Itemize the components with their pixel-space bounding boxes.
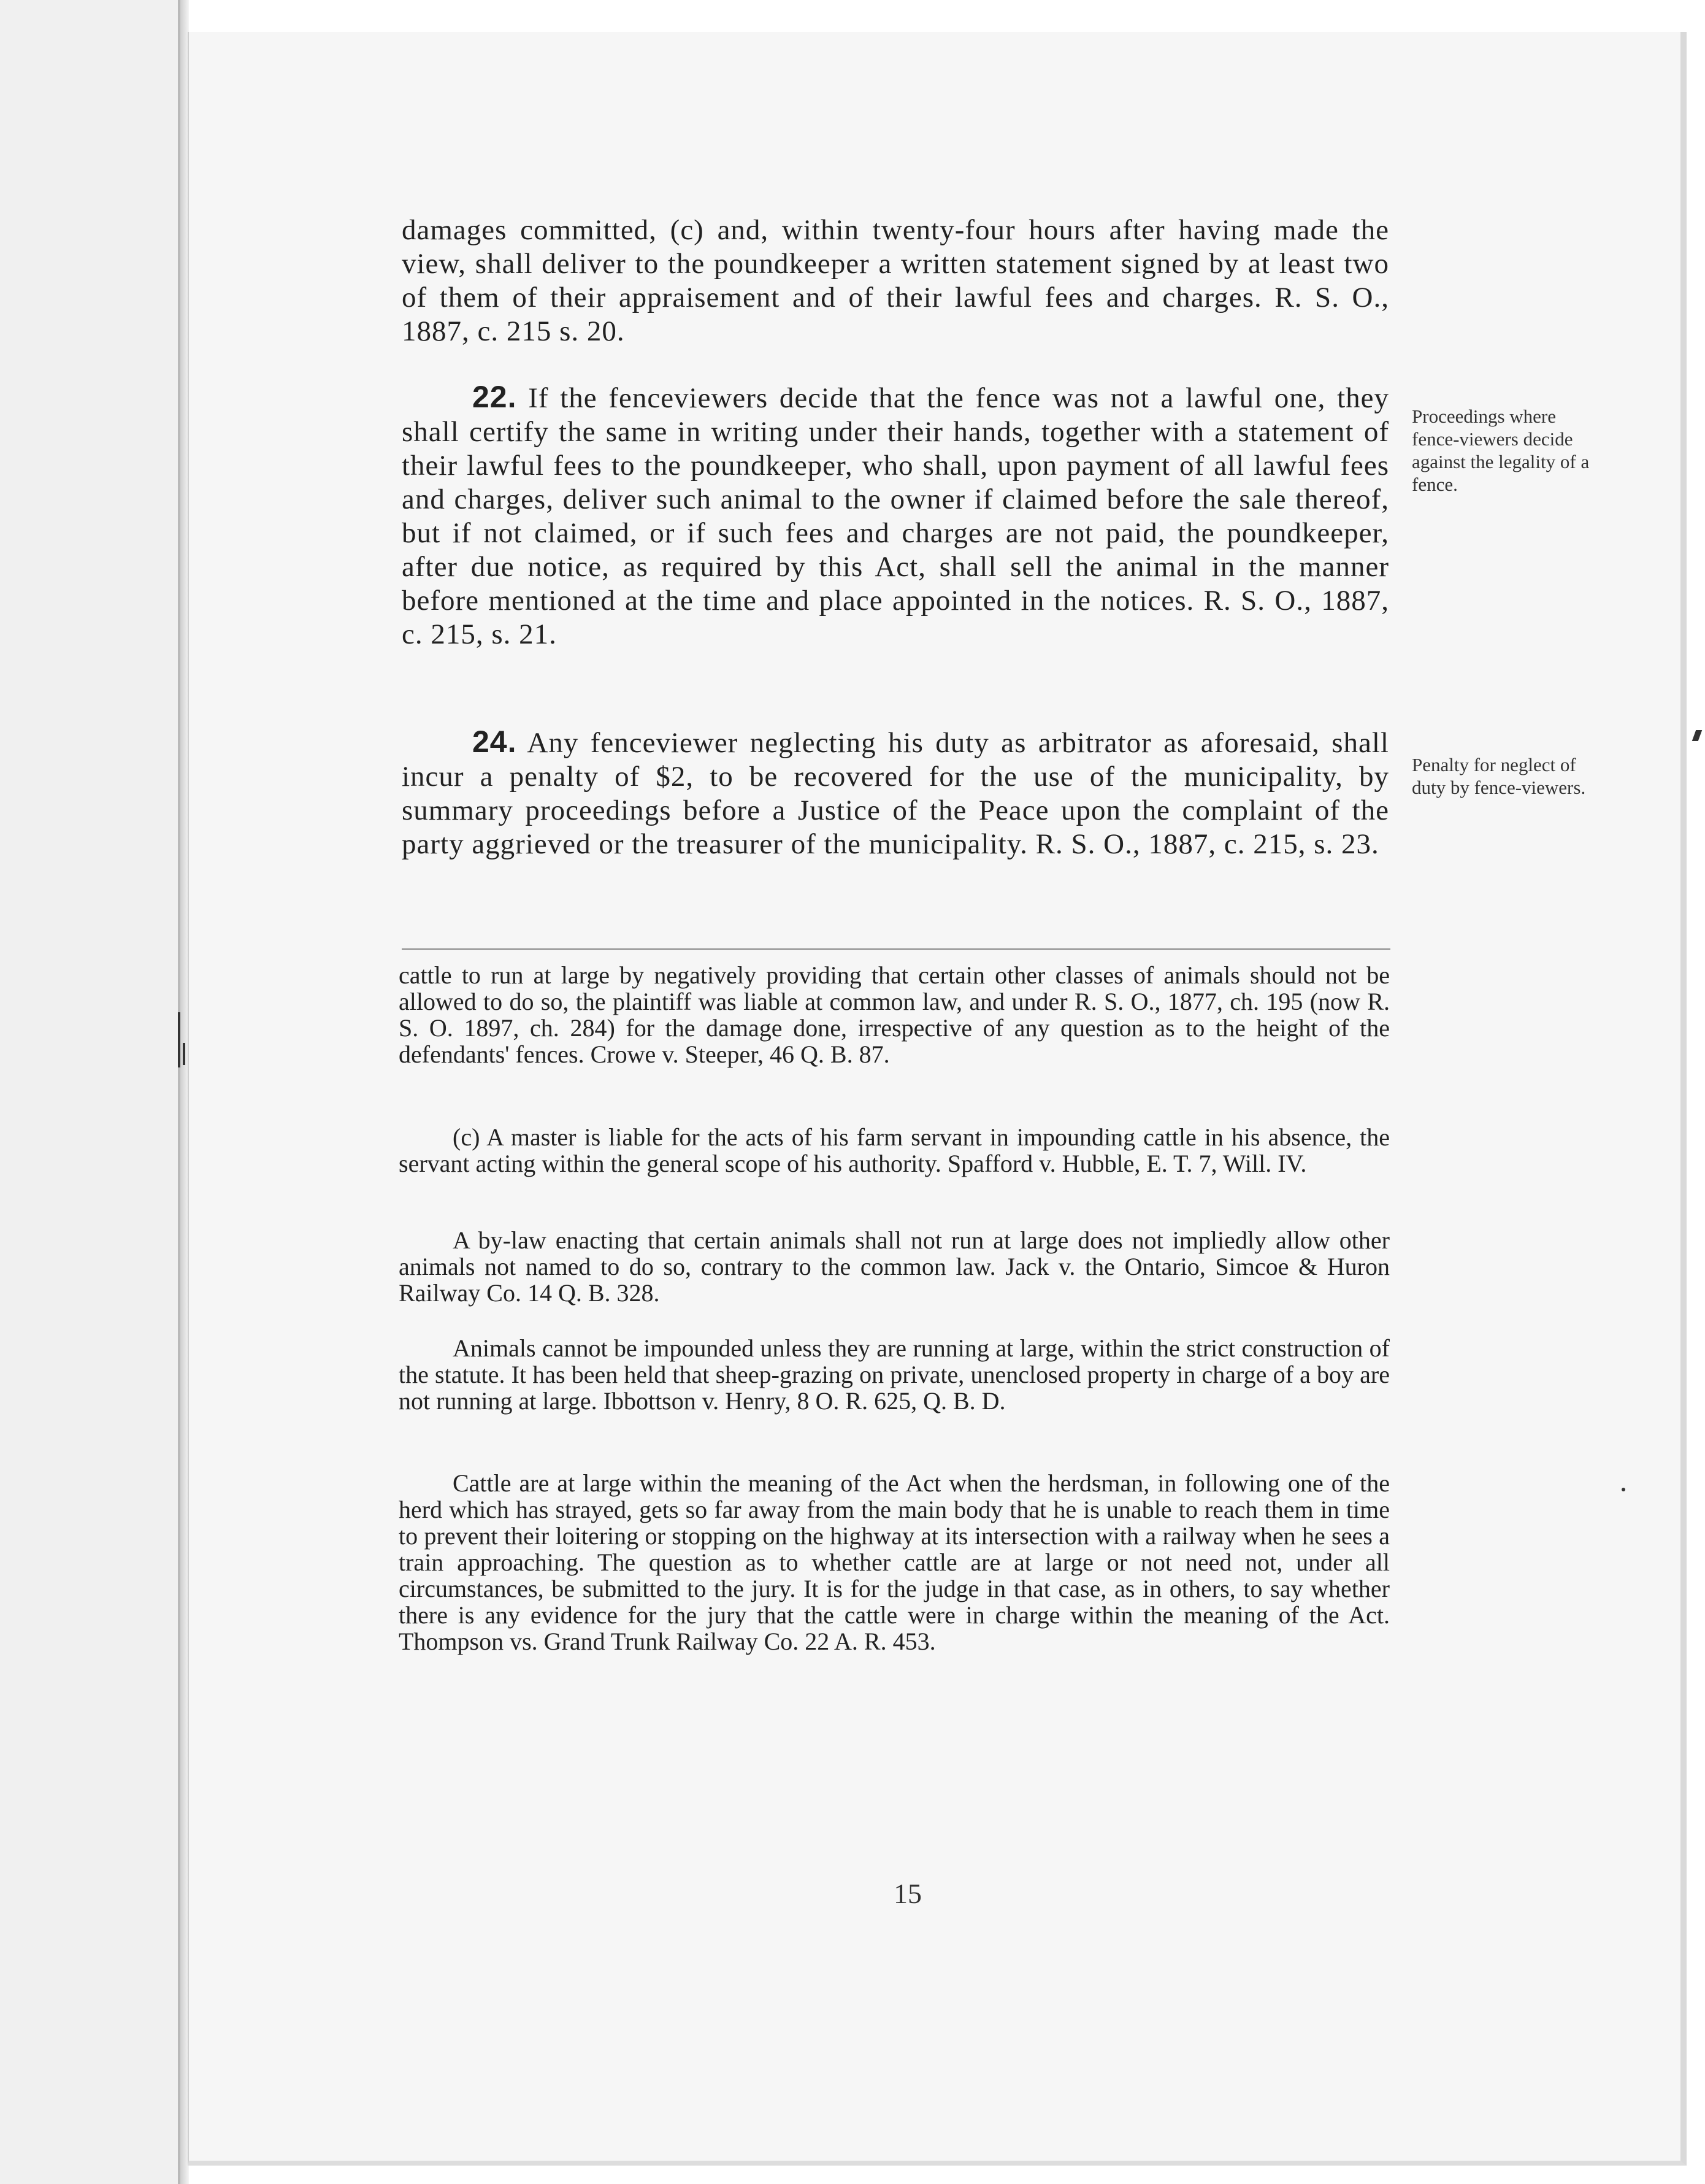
section-24 [402,725,1389,861]
footnote-bylaw [399,1227,1390,1306]
footnote-at-large-text: Cattle are at large within the meaning of the Act when the herdsman, in following one of the herd which has strayed, gets so far away from the main body that he is unable to reach them in time to prevent their loitering or stopping on the highway at its intersection with a railway when he sees a train approaching. The question as to whether cattle are at large or not need not, under all circumstances, be submitted to the jury. It is for the judge in that case, as in others, to say whether there is any evidence for the jury that the cattle were in charge within the meaning of the Act. Thompson vs. Grand Trunk Railway Co. 22 A. R. 453. [399,1469,1390,1655]
footnote-c-text: (c) A master is liable for the acts of his farm servant in impounding cattle in his absence, the servant acting within the general scope of his authority. Spafford v. Hubble, E. T. 7, Will. IV. [399,1123,1390,1177]
book-page [188,32,1687,2166]
footnote-c [399,1124,1390,1177]
section-24-number: 24. [472,725,517,759]
section-22-number: 22. [472,380,517,414]
section-22 [402,380,1389,652]
footnote-continued [399,962,1390,1067]
page-number: 15 [894,1878,922,1909]
section-22-text: If the fenceviewers decide that the fence was not a lawful one, they shall certify the same in writing under their hands, together with a statement of their lawful fees to the poundkeeper, who shall, upon payment of all lawful fees and charges, deliver such animal to the owner if claimed before the sale thereof, but if not claimed, or if such fees and charges are not paid, the poundkeeper, after due notice, as required by this Act, shall sell the animal in the manner before mentioned at the time and place appointed in the notices. R. S. O., 1887, c. 215, s. 21. [402,382,1389,650]
footnote-impounded-text: Animals cannot be impounded unless they are running at large, within the strict construction of the statute. It has been held that sheep-grazing on private, unenclosed property in charge of a boy are not running at large. Ibbottson v. Henry, 8 O. R. 625, Q. B. D. [399,1334,1390,1415]
speck [1622,1488,1625,1491]
margin-mark [183,1043,185,1065]
section-24-text: Any fenceviewer neglecting his duty as arbitrator as aforesaid, shall incur a penalty of $2, to be recovered for the use of the municipality, by summary proceedings before a Justice of the Peace upon the complaint of the party aggrieved or the treasurer of the municipality. R. S. O., 1887, c. 215, s. 23. [402,727,1389,860]
paragraph-continued-text: damages committed, (c) and, within twenty-four hours after having made the view, shall deliver to the poundkeeper a written statement signed by at least two of them of their appraisement and of their lawful fees and charges. R. S. O., 1887, c. 215 s. 20. [402,214,1389,347]
paragraph-continued [402,213,1389,348]
facing-page-edge [0,0,180,2184]
footnote-impounded [399,1335,1390,1414]
margin-mark [178,1012,180,1067]
footnote-divider [402,948,1390,950]
footnote-at-large [399,1470,1390,1655]
footnote-bylaw-text: A by-law enacting that certain animals shall not run at large does not impliedly allow other animals not named to do so, contrary to the common law. Jack v. the Ontario, Simcoe & Huron Railway Co. 14 Q. B. 328. [399,1226,1390,1307]
margin-note-section-24: Penalty for neglect of duty by fence-viewers. [1412,754,1586,798]
page-edge-mark [1692,730,1703,741]
margin-note-section-22: Proceedings where fence-viewers decide against the legality of a fence. [1412,406,1590,495]
footnote-continued-text: cattle to run at large by negatively providing that certain other classes of animals should not be allowed to do so, the plaintiff was liable at common law, and under R. S. O., 1877, ch. 195 (now R. S. O. 1897, ch. 284) for the damage done, irrespective of any question as to the height of the defendants' fences. Crowe v. Steeper, 46 Q. B. 87. [399,961,1390,1068]
